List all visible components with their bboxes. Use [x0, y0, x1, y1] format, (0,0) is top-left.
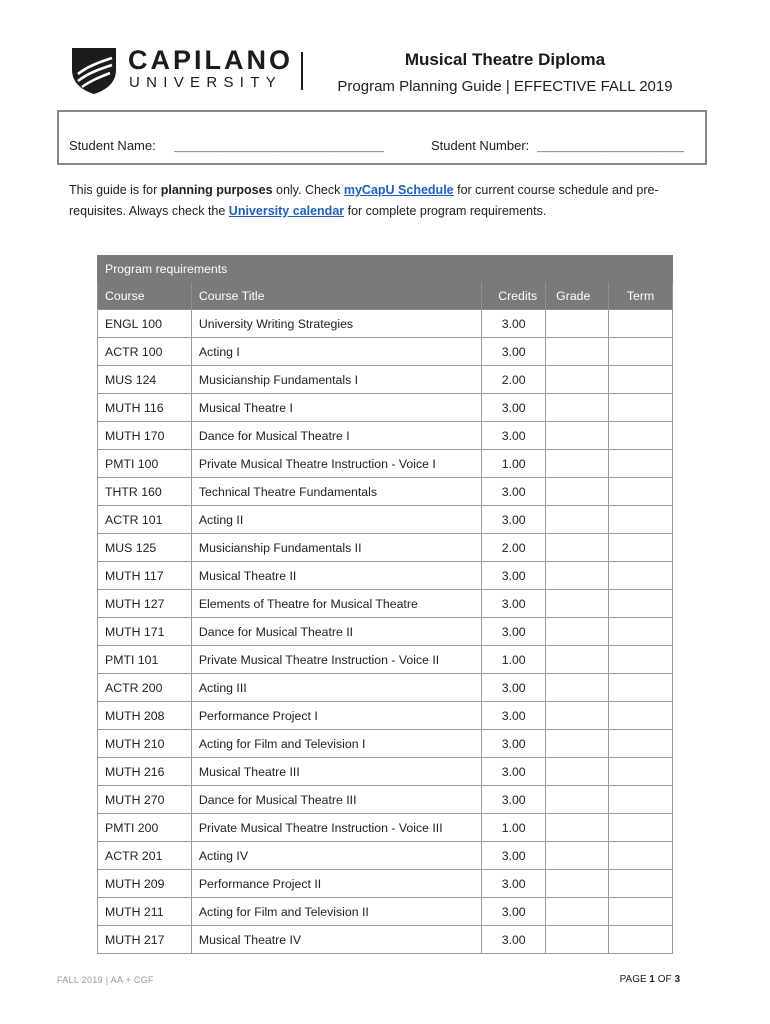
university-logo — [70, 44, 310, 94]
header-course-title: Course Title — [191, 282, 481, 310]
term-cell[interactable] — [609, 478, 673, 506]
course-code: MUTH 116 — [98, 394, 192, 422]
course-title: Private Musical Theatre Instruction - Voice I — [191, 450, 481, 478]
term-cell[interactable] — [609, 842, 673, 870]
course-code: MUTH 117 — [98, 562, 192, 590]
grade-cell[interactable] — [546, 506, 609, 534]
page-total: 3 — [674, 974, 680, 985]
grade-cell[interactable] — [546, 450, 609, 478]
course-code: MUTH 209 — [98, 870, 192, 898]
grade-cell[interactable] — [546, 898, 609, 926]
student-number-field[interactable]: _____________________ — [537, 141, 685, 155]
course-title: Elements of Theatre for Musical Theatre — [191, 590, 481, 618]
course-code: MUTH 217 — [98, 926, 192, 954]
credits-value: 3.00 — [482, 786, 546, 814]
program-requirements-table — [97, 255, 673, 954]
credits-value: 3.00 — [482, 478, 546, 506]
credits-value: 3.00 — [482, 926, 546, 954]
term-cell[interactable] — [609, 898, 673, 926]
table-row — [98, 534, 673, 562]
term-cell[interactable] — [609, 674, 673, 702]
credits-value: 3.00 — [482, 394, 546, 422]
credits-value: 2.00 — [482, 366, 546, 394]
credits-value: 1.00 — [482, 646, 546, 674]
mycapu-schedule-link[interactable]: myCapU Schedule — [343, 183, 454, 197]
page-of: OF — [654, 974, 675, 985]
term-cell[interactable] — [609, 814, 673, 842]
term-cell[interactable] — [609, 926, 673, 954]
table-row — [98, 450, 673, 478]
credits-value: 3.00 — [482, 338, 546, 366]
intro-paragraph — [69, 180, 709, 222]
grade-cell[interactable] — [546, 534, 609, 562]
student-info-box — [57, 110, 707, 165]
term-cell[interactable] — [609, 702, 673, 730]
course-code: PMTI 101 — [98, 646, 192, 674]
table-row — [98, 394, 673, 422]
term-cell[interactable] — [609, 450, 673, 478]
course-code: MUTH 210 — [98, 730, 192, 758]
course-code: PMTI 200 — [98, 814, 192, 842]
student-name-field[interactable]: ______________________________ — [174, 141, 385, 155]
grade-cell[interactable] — [546, 758, 609, 786]
course-code: MUTH 171 — [98, 618, 192, 646]
student-name-label: Student Name: — [69, 138, 156, 153]
course-title: Acting for Film and Television II — [191, 898, 481, 926]
course-title: Musical Theatre III — [191, 758, 481, 786]
grade-cell[interactable] — [546, 926, 609, 954]
credits-value: 3.00 — [482, 702, 546, 730]
course-title: Private Musical Theatre Instruction - Voice II — [191, 646, 481, 674]
intro-text: This guide is for — [69, 183, 161, 197]
table-row — [98, 870, 673, 898]
course-title: Musical Theatre II — [191, 562, 481, 590]
grade-cell[interactable] — [546, 730, 609, 758]
grade-cell[interactable] — [546, 338, 609, 366]
credits-value: 3.00 — [482, 758, 546, 786]
table-row — [98, 562, 673, 590]
page-subtitle: Program Planning Guide | EFFECTIVE FALL 2019 — [337, 78, 673, 95]
term-cell[interactable] — [609, 506, 673, 534]
table-row — [98, 338, 673, 366]
credits-value: 3.00 — [482, 618, 546, 646]
course-title: Private Musical Theatre Instruction - Voice III — [191, 814, 481, 842]
header-credits: Credits — [482, 282, 546, 310]
logo-subtitle: UNIVERSITY — [129, 74, 283, 91]
credits-value: 3.00 — [482, 730, 546, 758]
course-code: ACTR 101 — [98, 506, 192, 534]
table-row — [98, 898, 673, 926]
shield-logo-icon — [70, 44, 118, 94]
credits-value: 3.00 — [482, 422, 546, 450]
student-number-label: Student Number: — [431, 138, 530, 153]
table-row — [98, 646, 673, 674]
grade-cell[interactable] — [546, 366, 609, 394]
grade-cell[interactable] — [546, 786, 609, 814]
intro-bold: planning purposes — [160, 183, 273, 197]
table-row — [98, 786, 673, 814]
course-title: Acting III — [191, 674, 481, 702]
course-title: Acting II — [191, 506, 481, 534]
grade-cell[interactable] — [546, 394, 609, 422]
credits-value: 2.00 — [482, 534, 546, 562]
credits-value: 3.00 — [482, 506, 546, 534]
credits-value: 3.00 — [482, 842, 546, 870]
credits-value: 1.00 — [482, 814, 546, 842]
grade-cell[interactable] — [546, 478, 609, 506]
term-cell[interactable] — [609, 366, 673, 394]
course-code: PMTI 100 — [98, 450, 192, 478]
header-course: Course — [98, 282, 192, 310]
intro-text: only. Check — [272, 183, 344, 197]
term-cell[interactable] — [609, 534, 673, 562]
term-cell[interactable] — [609, 758, 673, 786]
page-prefix: PAGE — [619, 974, 650, 985]
table-title: Program requirements — [98, 256, 673, 282]
term-cell[interactable] — [609, 870, 673, 898]
university-calendar-link[interactable]: University calendar — [228, 204, 345, 218]
page-number — [620, 974, 680, 985]
grade-cell[interactable] — [546, 870, 609, 898]
intro-text: for current course schedule and pre-requisites. Always check the — [69, 183, 659, 218]
course-code: MUTH 211 — [98, 898, 192, 926]
course-code: ACTR 200 — [98, 674, 192, 702]
credits-value: 3.00 — [482, 898, 546, 926]
course-code: ACTR 100 — [98, 338, 192, 366]
course-code: MUTH 170 — [98, 422, 192, 450]
course-title: Dance for Musical Theatre III — [191, 786, 481, 814]
credits-value: 3.00 — [482, 310, 546, 338]
table-row — [98, 674, 673, 702]
table-row — [98, 758, 673, 786]
table-row — [98, 842, 673, 870]
course-code: MUTH 216 — [98, 758, 192, 786]
course-title: Musical Theatre I — [191, 394, 481, 422]
table-row — [98, 926, 673, 954]
term-cell[interactable] — [609, 618, 673, 646]
table-row — [98, 478, 673, 506]
course-code: MUTH 127 — [98, 590, 192, 618]
course-code: MUS 124 — [98, 366, 192, 394]
grade-cell[interactable] — [546, 646, 609, 674]
header-term: Term — [609, 282, 673, 310]
term-cell[interactable] — [609, 590, 673, 618]
page-title: Musical Theatre Diploma — [404, 50, 606, 69]
course-title: Performance Project II — [191, 870, 481, 898]
header — [320, 50, 690, 95]
course-title: Technical Theatre Fundamentals — [191, 478, 481, 506]
course-code: MUS 125 — [98, 534, 192, 562]
grade-cell[interactable] — [546, 618, 609, 646]
table-row — [98, 422, 673, 450]
table-row — [98, 310, 673, 338]
course-title: Acting for Film and Television I — [191, 730, 481, 758]
course-title: Musicianship Fundamentals I — [191, 366, 481, 394]
grade-cell[interactable] — [546, 674, 609, 702]
table-row — [98, 506, 673, 534]
term-cell[interactable] — [609, 786, 673, 814]
term-cell[interactable] — [609, 394, 673, 422]
table-row — [98, 702, 673, 730]
credits-value: 3.00 — [482, 674, 546, 702]
grade-cell[interactable] — [546, 310, 609, 338]
course-code: ENGL 100 — [98, 310, 192, 338]
term-cell[interactable] — [609, 338, 673, 366]
course-title: Acting IV — [191, 842, 481, 870]
credits-value: 3.00 — [482, 562, 546, 590]
course-title: Musical Theatre IV — [191, 926, 481, 954]
term-cell[interactable] — [609, 730, 673, 758]
term-cell[interactable] — [609, 422, 673, 450]
credits-value: 3.00 — [482, 870, 546, 898]
credits-value: 3.00 — [482, 590, 546, 618]
grade-cell[interactable] — [546, 702, 609, 730]
course-title: University Writing Strategies — [191, 310, 481, 338]
course-code: THTR 160 — [98, 478, 192, 506]
header-grade: Grade — [546, 282, 609, 310]
table-row — [98, 814, 673, 842]
course-title: Dance for Musical Theatre II — [191, 618, 481, 646]
grade-cell[interactable] — [546, 590, 609, 618]
footer-info: FALL 2019 | AA + CGF — [57, 975, 154, 985]
course-code: MUTH 270 — [98, 786, 192, 814]
course-title: Acting I — [191, 338, 481, 366]
term-cell[interactable] — [609, 646, 673, 674]
course-code: MUTH 208 — [98, 702, 192, 730]
table-row — [98, 366, 673, 394]
logo-wordmark: CAPILANO — [128, 45, 293, 75]
intro-text: for complete program requirements. — [344, 204, 547, 218]
grade-cell[interactable] — [546, 562, 609, 590]
course-code: ACTR 201 — [98, 842, 192, 870]
header-divider — [301, 52, 303, 90]
table-row — [98, 618, 673, 646]
term-cell[interactable] — [609, 562, 673, 590]
grade-cell[interactable] — [546, 422, 609, 450]
table-row — [98, 590, 673, 618]
term-cell[interactable] — [609, 310, 673, 338]
course-title: Musicianship Fundamentals II — [191, 534, 481, 562]
credits-value: 1.00 — [482, 450, 546, 478]
course-title: Dance for Musical Theatre I — [191, 422, 481, 450]
grade-cell[interactable] — [546, 842, 609, 870]
table-row — [98, 730, 673, 758]
page-current: 1 — [649, 974, 655, 985]
course-title: Performance Project I — [191, 702, 481, 730]
grade-cell[interactable] — [546, 814, 609, 842]
